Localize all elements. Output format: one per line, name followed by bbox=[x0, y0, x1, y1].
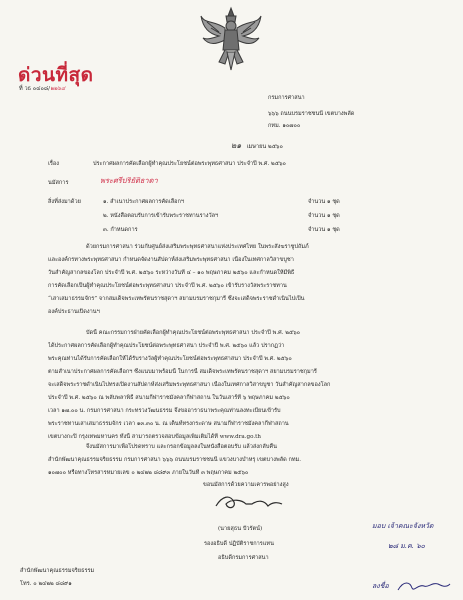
para1-line: องค์ประธานเปิดงานฯ bbox=[48, 309, 100, 315]
body-paragraph-2 bbox=[48, 329, 440, 441]
para1-line: “เสาเสมาธรรมจักร” จากสมเด็จพระเทพรัตนราชสุดาฯ สยามบรมราชกุมารี ซึ่งจะเสด็จพระราชดำเนินไปเป็น bbox=[48, 296, 305, 302]
subject-text: ประกาศผลการคัดเลือกผู้ทำคุณประโยชน์ต่อพระพุทธศาสนา ประจำปี พ.ศ. ๒๕๖๐ bbox=[93, 161, 286, 167]
para1-line: และองค์กรทางพระพุทธศาสนา กำหนดจัดงานสัปดาห์ส่งเสริมพระพุทธศาสนา เนื่องในเทศกาลวิสาขบูชา bbox=[48, 257, 294, 263]
enclosure-qty-1: จำนวน ๑ ชุด bbox=[308, 199, 340, 205]
organization-address bbox=[268, 94, 354, 130]
subject-label: เรื่อง bbox=[48, 161, 60, 167]
enclosure-item-1: ๑. สำเนาประกาศผลการคัดเลือกฯ bbox=[103, 199, 185, 205]
para2-line: พระคุณท่านได้รับการคัดเลือกให้ได้รับรางวัลผู้ทำคุณประโยชน์ต่อพระพุทธศาสนา ประจำปี พ.ศ. ๒๕๖๐ bbox=[48, 356, 292, 362]
enclosures-label: สิ่งที่ส่งมาด้วย bbox=[48, 199, 81, 205]
footer-office: สำนักพัฒนาคุณธรรมจริยธรรม bbox=[20, 568, 95, 574]
document-number bbox=[19, 85, 65, 93]
org-line-1: กรมการศาสนา bbox=[268, 95, 305, 101]
salutation-handwritten: พระศรีปริยัติธาดา bbox=[100, 176, 158, 185]
signatory-position-2: อธิบดีกรมการศาสนา bbox=[218, 555, 269, 561]
para2-line: เวลา ๑๗.๐๐ น. กรมการศาสนา กระทรวงวัฒนธรรม จึงขออาราธนาพระคุณท่านลงทะเบียนเข้ารับ bbox=[48, 408, 281, 414]
para3-line: จึงนมัสการมาเพื่อโปรดทราบ และกรอกข้อมูลลงในหนังสือตอบรับ แล้วส่งกลับคืน bbox=[86, 444, 277, 450]
para2-line: ประจำปี พ.ศ. ๒๕๖๐ ณ พลับพลาพิธี สนามกีฬาราชมังคลากีฬาสถาน ในวันเสาร์ที่ ๖ พฤษภาคม ๒๕๖๐ bbox=[48, 395, 290, 401]
para2-line: บัดนี้ คณะกรรมการฝ่ายคัดเลือกผู้ทำคุณประโยชน์ต่อพระพุทธศาสนา ประจำปี พ.ศ. ๒๕๖๐ bbox=[86, 330, 301, 336]
signatory-name: (นายสุธน ปัวรัตน์) bbox=[218, 526, 263, 532]
salutation-label: นมัสการ bbox=[48, 180, 69, 186]
document-number-prefix: ที่ วธ ๐๔๐๘/ bbox=[19, 86, 51, 92]
para2-line: จะเสด็จพระราชดำเนินไปทรงเปิดงานสัปดาห์ส่งเสริมพระพุทธศาสนา เนื่องในเทศกาลวิสาขบูชา วันสำคัญสากลของโลก bbox=[48, 382, 331, 388]
closing-phrase: ขอนมัสการด้วยความเคารพอย่างสูง bbox=[203, 482, 289, 488]
date-day-handwritten: ๒๑ bbox=[231, 141, 242, 150]
margin-note-line-1: มอบ เจ้าคณะจังหวัด bbox=[372, 522, 434, 530]
body-paragraph-1 bbox=[48, 243, 440, 316]
body-paragraph-3 bbox=[48, 443, 440, 477]
urgency-stamp: ด่วนที่สุด bbox=[18, 64, 94, 86]
signature-scribble bbox=[212, 488, 290, 514]
signatory-position-1: รองอธิบดี ปฏิบัติราชการแทน bbox=[204, 541, 274, 547]
garuda-emblem bbox=[199, 6, 263, 72]
para1-line: การคัดเลือกเป็นผู้ทำคุณประโยชน์ต่อพระพุทธศาสนา ประจำปี พ.ศ. ๒๕๖๐ เข้ารับรางวัลพระราชทาน bbox=[48, 283, 287, 289]
enclosure-item-3: ๓. กำหนดการ bbox=[103, 227, 138, 233]
para3-line: ๑๐๗๐๐ หรือทางโทรสารหมายเลข ๐ ๒๔๒๒ ๘๘๙๓ ภายในวันที่ ๓ พฤษภาคม ๒๕๖๐ bbox=[48, 470, 249, 476]
margin-signature-scribble bbox=[396, 578, 452, 594]
date-rest: เมษายน ๒๕๖๐ bbox=[246, 144, 283, 150]
para2-line: ได้ประกาศผลการคัดเลือกผู้ทำคุณประโยชน์ต่อพระพุทธศาสนา ประจำปี พ.ศ. ๒๕๖๐ แล้ว ปรากฏว่า bbox=[48, 343, 285, 349]
para1-line: ด้วยกรมการศาสนา ร่วมกับศูนย์ส่งเสริมพระพุทธศาสนาแห่งประเทศไทย ในพระสังฆราชูปถัมภ์ bbox=[86, 244, 309, 250]
enclosure-item-2: ๒. หนังสือตอบรับการเข้ารับพระราชทานรางวัลฯ bbox=[103, 213, 219, 219]
para2-line: พระราชทานเสาเสมาธรรมจักร เวลา ๑๓.๓๐ น. ณ เต็นท์ทรงกระดาษ สนามกีฬาราชมังคลากีฬาสถาน bbox=[48, 421, 289, 427]
document-number-handwritten: ๒๒๖๔ bbox=[50, 86, 66, 92]
org-line-3: กทม. ๑๐๗๐๐ bbox=[268, 123, 301, 129]
document-date bbox=[231, 142, 283, 151]
para1-line: วันสำคัญสากลของโลก ประจำปี พ.ศ. ๒๕๖๐ ระหว่างวันที่ ๔ – ๑๐ พฤษภาคม ๒๕๖๐ และกำหนดให้มีพิธี bbox=[48, 270, 295, 276]
para2-line: ตามสำเนาประกาศผลการคัดเลือกฯ ซึ่งแนบมาพร้อมนี้ ในการนี้ สมเด็จพระเทพรัตนราชสุดาฯ สยามบรมราชกุมารี bbox=[48, 369, 317, 375]
margin-note-line-3: ลงชื่อ bbox=[372, 582, 389, 590]
para3-line: สำนักพัฒนาคุณธรรมจริยธรรม กรมการศาสนา ๖๖๖ ถนนบรมราชชนนี แขวงบางบำหรุ เขตบางพลัด กทม. bbox=[48, 457, 302, 463]
org-line-2: ๖๖๖ ถนนบรมราชชนนี เขตบางพลัด bbox=[268, 111, 355, 117]
enclosure-qty-2: จำนวน ๑ ชุด bbox=[308, 213, 340, 219]
para2-line: เขตบางกะปิ กรุงเทพมหานคร ทั้งนี้ สามารถตรวจสอบข้อมูลเพิ่มเติมได้ที่ www.dra.go.th bbox=[48, 434, 262, 440]
enclosure-qty-3: จำนวน ๑ ชุด bbox=[308, 227, 340, 233]
margin-note-line-2: ๒๘ ม.ค. ๖๐ bbox=[388, 542, 425, 550]
footer-phone: โทร. ๐ ๒๔๒๒ ๘๘๙๑ bbox=[20, 581, 72, 587]
